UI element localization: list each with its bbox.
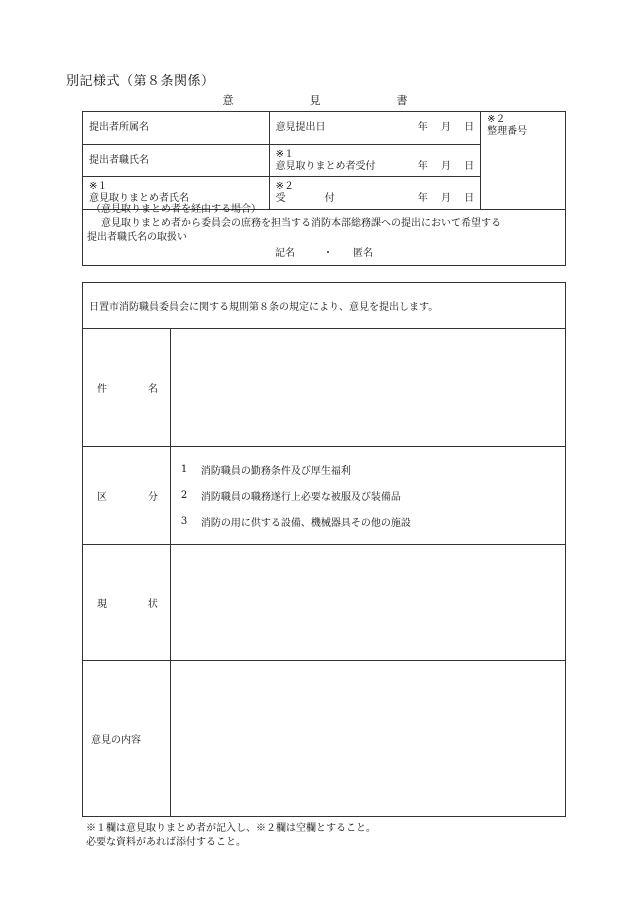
day-label: 日 bbox=[464, 193, 475, 204]
month-label: 月 bbox=[440, 160, 451, 172]
separator-dot: ・ bbox=[323, 248, 333, 259]
submitter-name-cell[interactable] bbox=[83, 145, 270, 177]
category-option-3[interactable] bbox=[181, 509, 565, 535]
title-char-2: 見 bbox=[309, 94, 321, 107]
compiler-received-cell[interactable] bbox=[269, 145, 481, 177]
title-char-3: 書 bbox=[396, 94, 408, 107]
year-label: 年 bbox=[417, 122, 428, 133]
subject-label-cell bbox=[83, 329, 171, 447]
opinion-label-cell bbox=[83, 661, 171, 817]
date-ymd bbox=[408, 122, 474, 134]
day-label: 日 bbox=[464, 122, 475, 133]
category-number: 1 bbox=[180, 464, 188, 475]
mark-1-label: ※１ bbox=[275, 148, 294, 160]
year-label: 年 bbox=[417, 193, 428, 204]
reference-number-cell[interactable] bbox=[481, 112, 566, 210]
submitter-name-label: 提出者職氏名 bbox=[89, 154, 149, 166]
category-options-cell bbox=[170, 447, 565, 545]
footnote-2: 必要な資料があれば添付すること。 bbox=[86, 837, 246, 848]
status-input-area[interactable] bbox=[170, 545, 565, 661]
submitter-info-table bbox=[82, 111, 566, 210]
named-option[interactable]: 記名 bbox=[275, 248, 295, 259]
mark-2-label: ※２ bbox=[275, 181, 294, 192]
month-label: 月 bbox=[440, 193, 451, 204]
category-list bbox=[171, 457, 565, 535]
footnote-1: ※１欄は意見取りまとめ者が記入し、※２欄は空欄とすること。 bbox=[86, 823, 376, 834]
document-title bbox=[0, 92, 630, 108]
day-label: 日 bbox=[464, 160, 475, 172]
mark-2-label: ※２ bbox=[487, 114, 506, 125]
receipt-label-b: 付 bbox=[324, 193, 335, 204]
compiler-name-label: 意見取りまとめ者氏名 bbox=[89, 193, 189, 204]
category-option-1[interactable] bbox=[181, 457, 565, 483]
anonymous-option[interactable]: 匿名 bbox=[353, 248, 373, 259]
status-label-cell bbox=[83, 545, 171, 661]
category-text: 消防職員の職務遂行上必要な被服及び装備品 bbox=[200, 492, 401, 503]
title-char-1: 意 bbox=[222, 94, 234, 107]
opinion-input-area[interactable] bbox=[170, 661, 565, 817]
route-note-line2: 意見取りまとめ者から委員会の庶務を担当する消防本部総務課への提出において希望する bbox=[101, 218, 501, 229]
category-text: 消防職員の勤務条件及び厚生福利 bbox=[200, 466, 351, 477]
submitter-affiliation-label: 提出者所属名 bbox=[89, 122, 149, 133]
subject-label-1: 件 bbox=[97, 384, 107, 395]
footnotes bbox=[86, 822, 376, 850]
category-label-2: 分 bbox=[147, 492, 158, 503]
category-label-cell bbox=[83, 447, 171, 545]
form-header-title: 別記様式（第８条関係） bbox=[66, 74, 215, 89]
category-label-1: 区 bbox=[97, 492, 107, 503]
submit-date-cell[interactable] bbox=[269, 112, 481, 145]
route-note-line1: （意見取りまとめ者を経由する場合） bbox=[91, 204, 261, 215]
status-label-1: 現 bbox=[97, 599, 107, 610]
received-date-ymd bbox=[408, 161, 474, 173]
month-label: 月 bbox=[440, 122, 451, 133]
name-handling-box bbox=[82, 200, 566, 266]
subject-input-area[interactable] bbox=[170, 329, 565, 447]
year-label: 年 bbox=[417, 160, 428, 172]
compiler-received-label: 意見取りまとめ者受付 bbox=[275, 160, 376, 172]
route-note-line3: 提出者職氏名の取扱い bbox=[87, 232, 187, 243]
category-option-2[interactable] bbox=[181, 483, 565, 509]
submitter-affiliation-cell[interactable] bbox=[83, 112, 270, 145]
reference-number-label: 整理番号 bbox=[487, 126, 528, 137]
intro-cell bbox=[83, 283, 566, 329]
submit-date-label: 意見提出日 bbox=[275, 122, 326, 133]
category-text: 消防の用に供する設備、機械器具その他の施設 bbox=[200, 518, 411, 529]
opinion-content-label: 意見の内容 bbox=[91, 735, 141, 746]
category-number: 2 bbox=[180, 490, 188, 501]
category-number: 3 bbox=[180, 516, 188, 527]
mark-1-label: ※１ bbox=[89, 181, 108, 192]
receipt-label-a: 受 bbox=[275, 193, 286, 204]
subject-label-2: 名 bbox=[147, 384, 158, 395]
opinion-form-table bbox=[82, 282, 566, 817]
status-label-2: 状 bbox=[147, 599, 158, 610]
intro-text: 日置市消防職員委員会に関する規則第８条の規定により、意見を提出します。 bbox=[89, 302, 439, 313]
